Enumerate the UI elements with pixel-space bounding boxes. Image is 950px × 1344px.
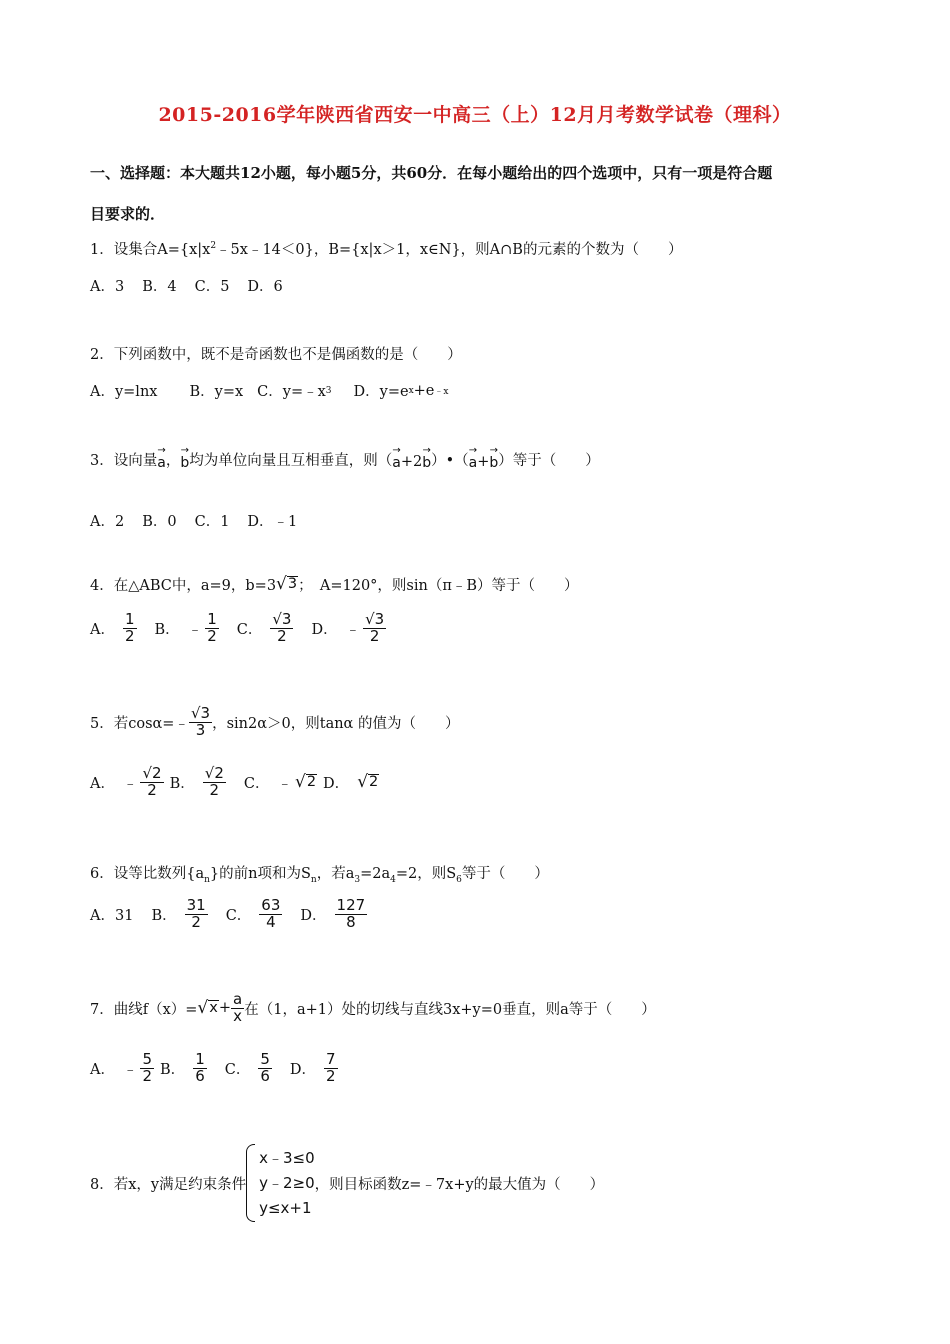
q2-options [90, 380, 466, 401]
q3-text-3: +2 [400, 454, 423, 470]
option-label: B． [160, 1061, 186, 1078]
sqrt-icon: √ [276, 574, 287, 594]
minus-sign: ﹣ [187, 621, 203, 638]
denominator: 2 [209, 780, 220, 799]
fraction [231, 992, 244, 1025]
vector-a [392, 446, 401, 470]
constraint-row: y﹣2≥0 [259, 1173, 315, 1192]
plus-sign: + [218, 1000, 232, 1017]
q6-sub: n [204, 874, 210, 885]
option-label: B． [154, 621, 180, 638]
q5-option-c [244, 772, 317, 793]
q3-text-5: + [477, 454, 490, 470]
denominator: 2 [369, 626, 380, 645]
option-label: D． [311, 621, 338, 638]
q6-sub: 6 [456, 874, 462, 885]
q4-text-1: 4．在△ABC中，a=9，b=3 [90, 578, 277, 594]
q1-option-b: B．4 [142, 279, 177, 295]
sqrt-icon: √ [357, 771, 369, 792]
q7-option-b [160, 1052, 207, 1085]
sqrt-radicand: 2 [152, 764, 162, 782]
q7-text-2: 在（1，a+1）处的切线与直线3x+y=0垂直，则a等于（ ） [244, 1001, 656, 1018]
q8-text-2: ，则目标函数z=﹣7x+y的最大值为（ ） [314, 1176, 605, 1193]
vector-a-letter: a [392, 455, 401, 471]
vector-b-letter: b [180, 455, 190, 471]
q6-text-2: }的前n项和为S [209, 866, 311, 882]
q1-text-2: ﹣5x﹣14＜0}，B={x|x＞1，x∈N}，则A∩B的元素的个数为（ ） [216, 242, 683, 258]
vector-b-letter: b [489, 455, 499, 471]
section-heading-line2: 目要求的． [90, 205, 166, 223]
q1-option-c: C．5 [194, 279, 230, 295]
fraction [363, 612, 386, 645]
fraction [193, 1052, 207, 1085]
q1-option-a: A．3 [90, 279, 125, 295]
sqrt-expression [357, 771, 379, 792]
denominator: 6 [195, 1066, 205, 1085]
question-6 [90, 862, 549, 885]
q4-text-2: ； A=120°，则sin（π﹣B）等于（ ） [298, 578, 579, 594]
q6-text-4: =2a [360, 866, 391, 882]
q7-option-a [90, 1052, 154, 1085]
q4-option-b [155, 612, 219, 645]
q2-d-text: D．y=e [353, 384, 409, 400]
option-label: C． [225, 907, 252, 924]
q2-option-b: B．y=x [189, 384, 244, 400]
constraint-system [246, 1144, 315, 1222]
constraint-rows [259, 1146, 315, 1221]
q2-d-sup1: x [408, 385, 414, 396]
q6-text-6: 等于（ ） [461, 866, 549, 882]
q5-options [90, 766, 397, 799]
denominator: 3 [195, 720, 206, 739]
vector-b-letter: b [422, 455, 432, 471]
q4-option-d [311, 612, 386, 645]
option-label: B． [169, 775, 195, 792]
option-label: D． [289, 1061, 317, 1078]
fraction [189, 706, 212, 739]
brace-icon [246, 1144, 255, 1222]
vector-arrow-icon: → [180, 445, 189, 456]
numerator: 31 [186, 896, 206, 914]
q6-text-3: ，若a [316, 866, 355, 882]
option-label: B． [151, 907, 177, 924]
sqrt-radicand: 3 [200, 704, 211, 722]
q2-d-mid: +e [413, 382, 435, 399]
minus-sign: ﹣ [345, 621, 361, 638]
minus-sign: ﹣ [277, 775, 292, 792]
q1-text-1: 1．设集合A={x|x [90, 242, 211, 258]
numerator: 127 [336, 896, 366, 914]
vector-b [489, 446, 498, 470]
fraction [123, 612, 137, 645]
numerator: 1 [207, 610, 217, 628]
vector-a [157, 446, 166, 470]
sqrt-icon: √ [197, 997, 209, 1018]
q3-comma: ， [165, 453, 181, 469]
numerator: 1 [124, 610, 135, 628]
denominator: 4 [266, 912, 276, 931]
q5-option-a [90, 766, 164, 799]
option-label: D． [300, 907, 327, 924]
q5-text-2: ，sin2α＞0，则tanα 的值为（ ） [212, 715, 460, 732]
vector-arrow-icon: → [157, 445, 166, 456]
q3-text-1: 3．设向量 [90, 453, 158, 469]
q6-option-b [151, 898, 207, 931]
denominator: 6 [260, 1066, 270, 1085]
question-3 [90, 446, 600, 470]
question-2: 2．下列函数中，既不是奇函数也不是偶函数的是（ ） [90, 347, 462, 363]
q6-option-c [226, 898, 283, 931]
question-5 [90, 706, 459, 739]
sqrt-icon: √ [294, 771, 306, 792]
q7-text-1: 7．曲线f（x）= [90, 1001, 198, 1018]
numerator: 5 [142, 1050, 153, 1068]
question-7 [90, 992, 656, 1025]
denominator: 2 [277, 626, 287, 645]
vector-arrow-icon: → [468, 445, 478, 456]
option-label: A． [90, 775, 115, 792]
q7-option-d [290, 1052, 338, 1085]
q6-text-1: 6．设等比数列{a [90, 866, 205, 882]
section-heading-line1: 一、选择题：本大题共12小题，每小题5分，共60分．在每小题给出的四个选项中，只有一项是符合题 [90, 164, 773, 182]
q3-option-b: B．0 [142, 514, 177, 530]
denominator: 2 [124, 626, 135, 645]
q3-option-c: C．1 [194, 514, 230, 530]
sqrt-radicand: 3 [281, 610, 292, 628]
fraction [205, 612, 219, 645]
sqrt-radicand: 2 [306, 773, 317, 790]
fraction [140, 1052, 154, 1085]
sqrt-icon: √ [272, 610, 282, 628]
q4-options [90, 612, 404, 645]
fraction [324, 1052, 338, 1085]
fraction [203, 766, 226, 799]
q6-text-5: =2，则S [395, 866, 457, 882]
denominator: 2 [147, 780, 157, 799]
q6-sub: 4 [390, 874, 396, 885]
fraction [335, 898, 368, 931]
numerator: 5 [260, 1050, 270, 1068]
constraint-row: x﹣3≤0 [259, 1148, 315, 1167]
vector-b [180, 446, 189, 470]
sqrt-icon: √ [190, 704, 201, 722]
q6-sub: n [310, 874, 317, 885]
sqrt-radicand: 3 [287, 576, 298, 592]
q6-option-a: A．31 [90, 907, 134, 924]
q6-option-d [300, 898, 367, 931]
constraint-row: y≤x+1 [259, 1198, 312, 1217]
vector-a-letter: a [157, 455, 166, 471]
q2-option-a: A．y=lnx [90, 384, 158, 400]
q2-c-text: C．y=﹣x [257, 384, 326, 400]
q3-options [90, 510, 315, 531]
sqrt-icon: √ [142, 764, 153, 782]
option-label: A． [90, 1061, 115, 1078]
q1-options [90, 275, 301, 296]
question-4 [90, 574, 579, 595]
denominator: 2 [191, 912, 201, 931]
sqrt-expression [294, 771, 317, 792]
sqrt-radicand: 3 [374, 610, 385, 628]
denominator: 2 [142, 1066, 153, 1085]
q5-text-1: 5．若cosα=﹣ [90, 715, 189, 732]
q5-option-b [170, 766, 226, 799]
sqrt-icon: √ [365, 610, 375, 628]
q3-text-2: 均为单位向量且互相垂直，则（ [189, 453, 393, 469]
question-8 [90, 1144, 604, 1222]
q1-sup: 2 [210, 241, 217, 252]
denominator: 8 [346, 912, 356, 931]
option-label: C． [243, 775, 270, 792]
q3-option-d: D．﹣1 [247, 514, 298, 530]
sqrt-radicand: 2 [214, 764, 224, 782]
q3-option-a: A．2 [90, 514, 125, 530]
q2-d-sup2: ﹣x [434, 387, 449, 397]
question-1 [90, 238, 682, 259]
q4-option-c [237, 612, 294, 645]
q7-option-c [225, 1052, 272, 1085]
q8-text-1: 8．若x，y满足约束条件 [90, 1176, 247, 1193]
sqrt-radicand: x [209, 999, 218, 1016]
sqrt-icon: √ [204, 764, 215, 782]
minus-sign: ﹣ [122, 775, 138, 792]
q4-option-a [90, 612, 137, 645]
fraction [140, 766, 163, 799]
denominator: 2 [326, 1066, 336, 1085]
vector-arrow-icon: → [489, 445, 499, 456]
q2-option-d [354, 380, 449, 401]
numerator: a [233, 990, 243, 1008]
denominator: 2 [207, 626, 217, 645]
page-title: 2015-2016学年陕西省西安一中高三（上）12月月考数学试卷（理科） [158, 104, 792, 126]
sqrt-expression [276, 576, 298, 593]
option-label: C． [236, 621, 263, 638]
q3-text-6: ）等于（ ） [498, 453, 600, 469]
sqrt-radicand: 2 [369, 773, 379, 790]
q2-option-c [257, 380, 331, 401]
denominator: x [233, 1006, 243, 1025]
numerator: 7 [326, 1050, 336, 1068]
q5-option-d [323, 772, 379, 793]
q1-option-d: D．6 [247, 279, 283, 295]
numerator: 63 [261, 896, 281, 914]
fraction [259, 898, 282, 931]
q6-options [90, 898, 385, 931]
numerator: 1 [195, 1050, 205, 1068]
option-label: D． [323, 775, 350, 792]
q2-c-sup: 3 [325, 385, 332, 396]
q3-text-4: ）•（ [431, 453, 469, 469]
vector-a [469, 446, 478, 470]
q7-options [90, 1052, 356, 1085]
vector-b [422, 446, 431, 470]
fraction [270, 612, 293, 645]
minus-sign: ﹣ [122, 1061, 138, 1078]
q6-sub: 3 [354, 874, 361, 885]
option-label: A． [90, 621, 115, 638]
fraction [258, 1052, 272, 1085]
vector-a-letter: a [468, 455, 478, 471]
vector-arrow-icon: → [422, 445, 431, 456]
option-label: C． [224, 1061, 251, 1078]
sqrt-expression [197, 997, 218, 1018]
vector-arrow-icon: → [392, 445, 401, 456]
fraction [185, 898, 208, 931]
